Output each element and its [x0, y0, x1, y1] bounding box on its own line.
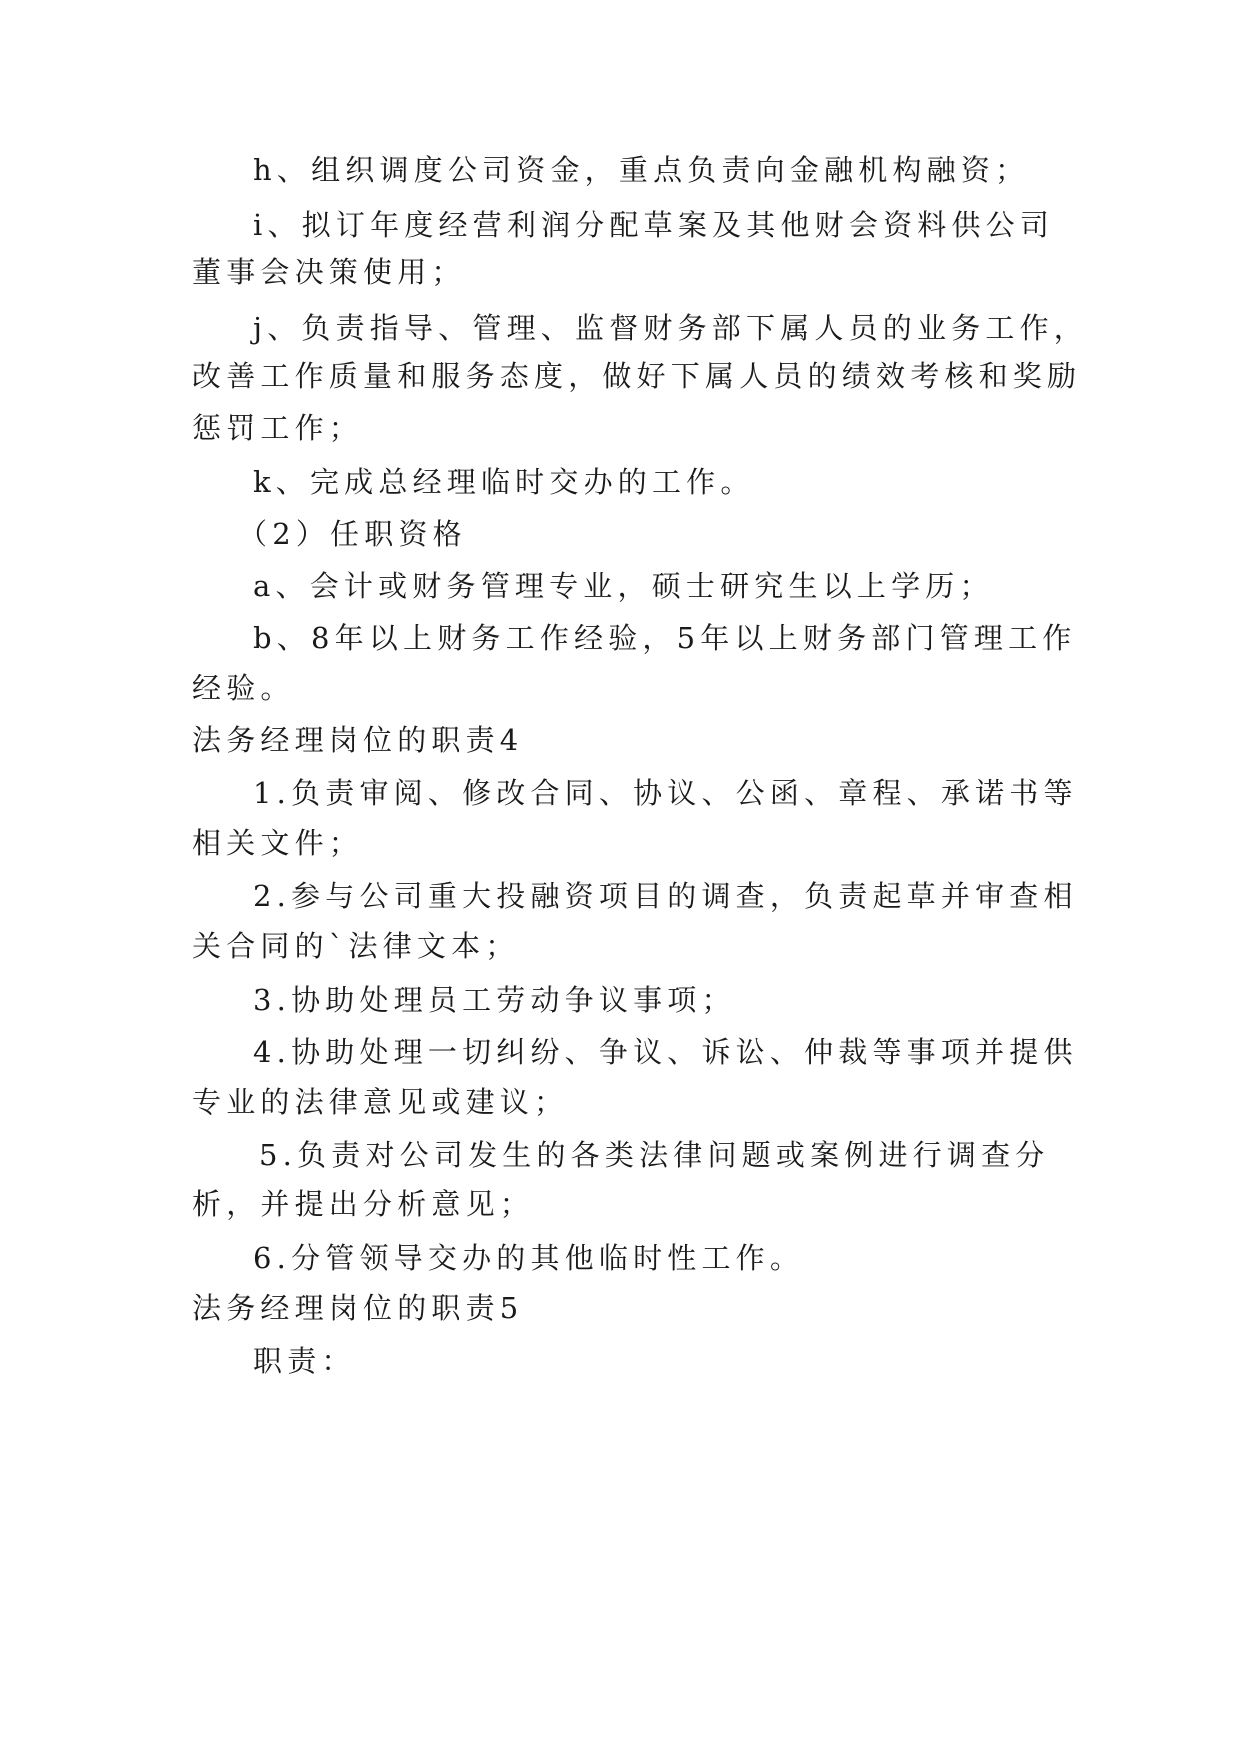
paragraph-a: a、会计或财务管理专业，硕士研究生以上学历；	[253, 569, 994, 603]
duty-item-2: 2.参与公司重大投融资项目的调查，负责起草并审查相	[253, 879, 1078, 913]
paragraph-k: k、完成总经理临时交办的工作。	[253, 465, 755, 499]
paragraph-j-continued-2: 惩罚工作；	[192, 411, 364, 445]
duty-item-5-continued: 析，并提出分析意见；	[192, 1187, 535, 1221]
duty-item-1: 1.负责审阅、修改合同、协议、公函、章程、承诺书等	[253, 776, 1078, 810]
duty-item-2-continued: 关合同的`法律文本；	[192, 929, 520, 963]
paragraph-h: h、组织调度公司资金，重点负责向金融机构融资；	[253, 153, 1030, 187]
paragraph-j-continued-1: 改善工作质量和服务态度，做好下属人员的绩效考核和奖励	[192, 359, 1082, 393]
paragraph-i-continued: 董事会决策使用；	[192, 255, 466, 289]
section-title-5: 法务经理岗位的职责5	[192, 1291, 524, 1325]
paragraph-b-continued: 经验。	[192, 671, 295, 705]
duty-item-6: 6.分管领导交办的其他临时性工作。	[253, 1241, 805, 1275]
duty-item-1-continued: 相关文件；	[192, 826, 364, 860]
paragraph-j: j、负责指导、管理、监督财务部下属人员的业务工作，	[253, 311, 1088, 345]
duty-item-5: 5.负责对公司发生的各类法律问题或案例进行调查分	[259, 1138, 1050, 1172]
duty-item-4-continued: 专业的法律意见或建议；	[192, 1085, 569, 1119]
section-heading-qualifications: （2）任职资格	[238, 517, 467, 551]
duties-label: 职责：	[253, 1344, 356, 1378]
duty-item-3: 3.协助处理员工劳动争议事项；	[253, 983, 736, 1017]
duty-item-4: 4.协助处理一切纠纷、争议、诉讼、仲裁等事项并提供	[253, 1035, 1078, 1069]
section-title-4: 法务经理岗位的职责4	[192, 723, 524, 757]
paragraph-i: i、拟订年度经营利润分配草案及其他财会资料供公司	[253, 208, 1055, 242]
paragraph-b: b、8年以上财务工作经验，5年以上财务部门管理工作	[253, 621, 1077, 655]
